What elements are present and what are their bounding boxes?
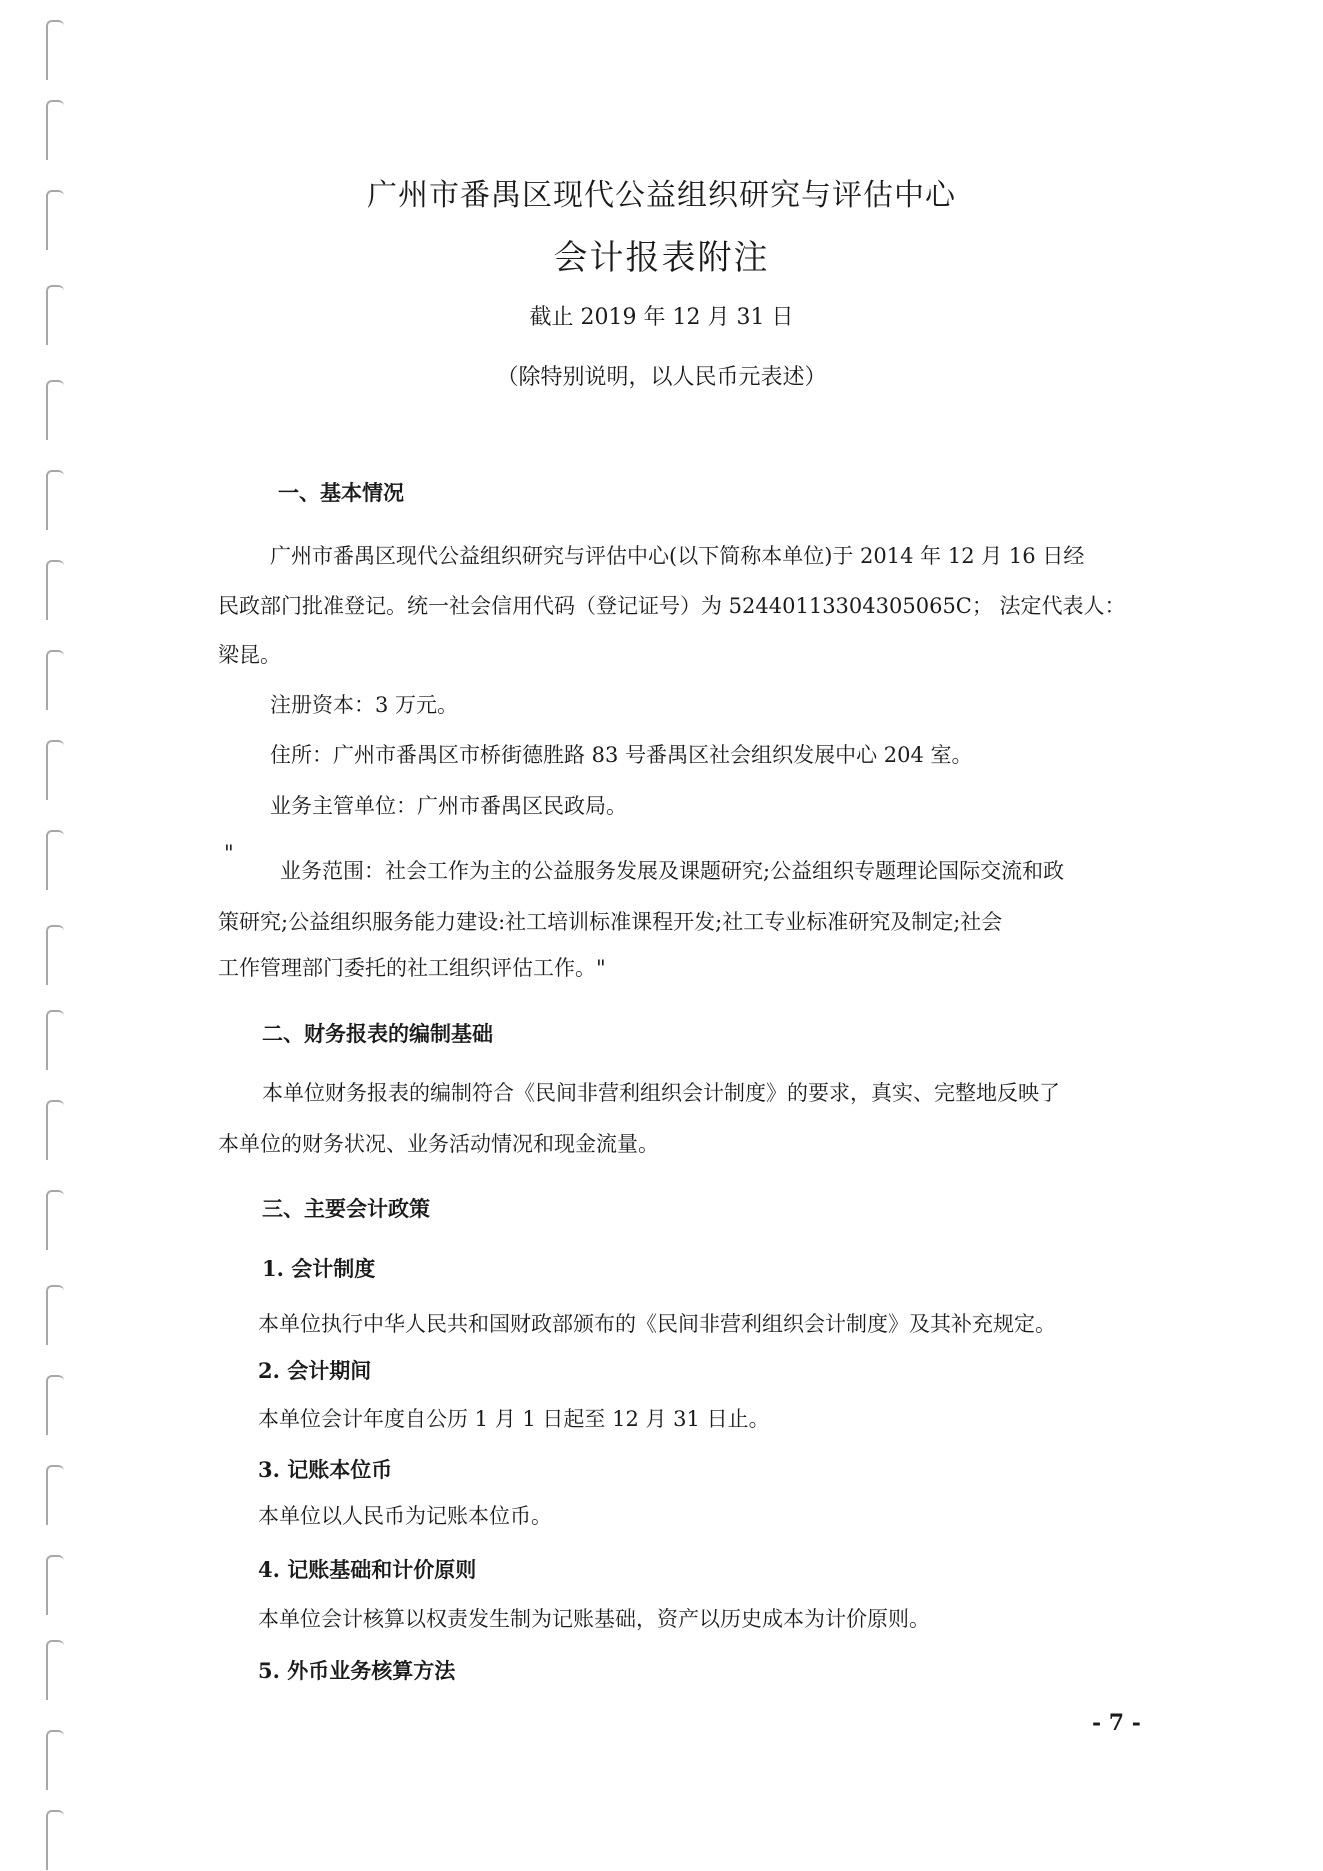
binding-hole xyxy=(46,740,64,800)
binding-hole xyxy=(46,830,64,890)
binding-hole xyxy=(46,1555,64,1615)
paragraph-line: 民政部门批准登记。统一社会信用代码（登记证号）为 52440113304305065C； 法定代表人： xyxy=(218,594,1126,618)
policy-item-title: 2. 会计期间 xyxy=(258,1358,372,1383)
policy-item-title: 3. 记账本位币 xyxy=(258,1457,393,1482)
currency-note: （除特别说明，以人民币元表述） xyxy=(496,365,827,390)
section-heading-basic-info: 一、基本情况 xyxy=(278,480,404,505)
supervising-authority: 业务主管单位：广州市番禺区民政局。 xyxy=(270,794,627,818)
paragraph-line: 本单位的财务状况、业务活动情况和现金流量。 xyxy=(218,1132,659,1156)
binding-holes xyxy=(38,0,78,1871)
policy-item-body: 本单位执行中华人民共和国财政部颁布的《民间非营利组织会计制度》及其补充规定。 xyxy=(258,1312,1056,1336)
binding-hole xyxy=(46,20,64,80)
policy-item-title: 1. 会计制度 xyxy=(262,1256,376,1281)
binding-hole xyxy=(46,925,64,985)
document-title: 会计报表附注 xyxy=(553,238,770,278)
binding-hole xyxy=(46,1190,64,1250)
business-scope-line: 业务范围：社会工作为主的公益服务发展及课题研究;公益组织专题理论国际交流和政 xyxy=(280,859,1065,883)
binding-hole xyxy=(46,1640,64,1700)
binding-hole xyxy=(46,650,64,710)
section-heading-policies: 三、主要会计政策 xyxy=(262,1196,430,1221)
business-scope-line: 策研究;公益组织服务能力建设:社工培训标准课程开发;社工专业标准研究及制定;社会 xyxy=(218,910,1003,934)
binding-hole xyxy=(46,1810,64,1870)
report-date: 截止 2019 年 12 月 31 日 xyxy=(529,305,794,330)
paragraph-line: 本单位财务报表的编制符合《民间非营利组织会计制度》的要求，真实、完整地反映了 xyxy=(262,1081,1060,1105)
policy-item-title: 5. 外币业务核算方法 xyxy=(258,1658,456,1683)
paragraph-line: 梁昆。 xyxy=(218,643,281,667)
policy-item-title: 4. 记账基础和计价原则 xyxy=(258,1557,477,1582)
address: 住所：广州市番禺区市桥街德胜路 83 号番禺区社会组织发展中心 204 室。 xyxy=(270,743,973,767)
business-scope-line: 工作管理部门委托的社工组织评估工作。" xyxy=(218,956,606,980)
binding-hole xyxy=(46,1730,64,1790)
binding-hole xyxy=(46,1465,64,1525)
policy-item-body: 本单位会计核算以权责发生制为记账基础，资产以历史成本为计价原则。 xyxy=(258,1607,930,1631)
registered-capital: 注册资本：3 万元。 xyxy=(270,693,459,717)
page-number: - 7 - xyxy=(1092,1710,1141,1736)
paragraph-line: 广州市番禺区现代公益组织研究与评估中心(以下简称本单位)于 2014 年 12 月 16 日经 xyxy=(270,544,1085,568)
quote-mark: " xyxy=(224,841,234,865)
org-title: 广州市番禺区现代公益组织研究与评估中心 xyxy=(367,178,956,213)
binding-hole xyxy=(46,470,64,530)
policy-item-body: 本单位会计年度自公历 1 月 1 日起至 12 月 31 日止。 xyxy=(258,1407,770,1431)
binding-hole xyxy=(46,1010,64,1070)
binding-hole xyxy=(46,560,64,620)
binding-hole xyxy=(46,1100,64,1160)
binding-hole xyxy=(46,1285,64,1345)
binding-hole xyxy=(46,1375,64,1435)
section-heading-basis: 二、财务报表的编制基础 xyxy=(262,1021,493,1046)
binding-hole xyxy=(46,100,64,160)
policy-item-body: 本单位以人民币为记账本位币。 xyxy=(258,1504,552,1528)
